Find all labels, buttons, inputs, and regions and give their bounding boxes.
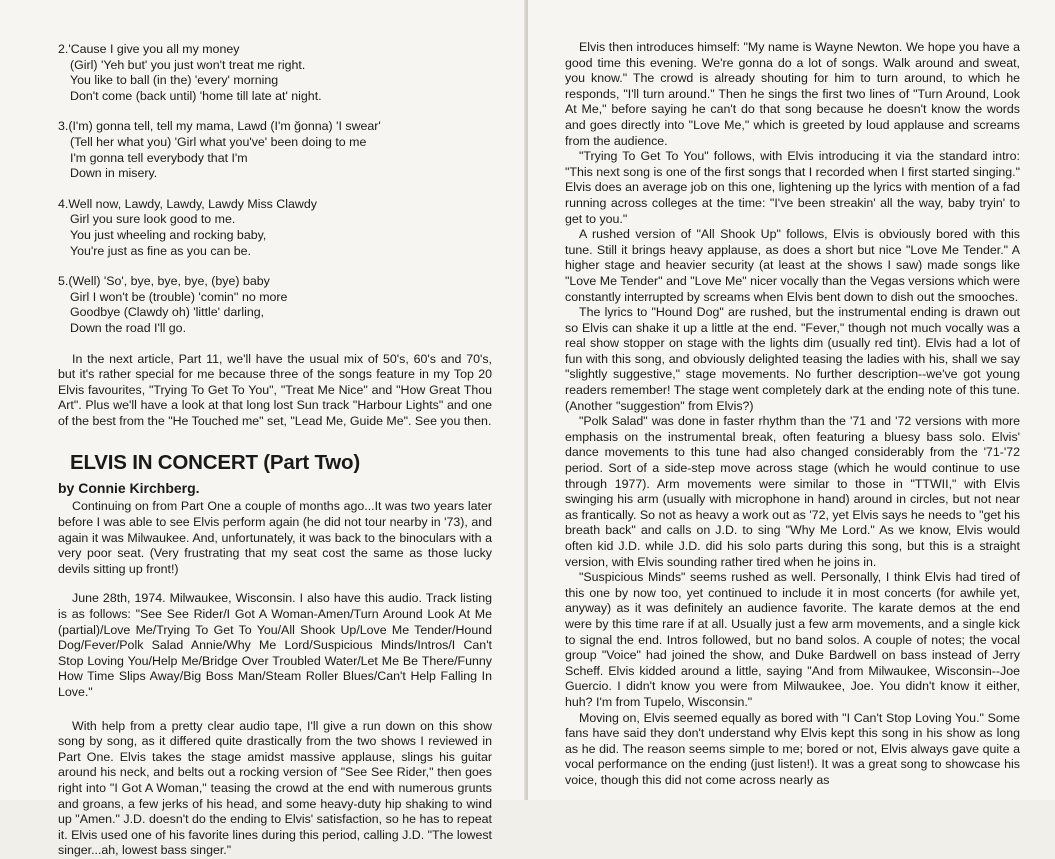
article-paragraph: June 28th, 1974. Milwaukee, Wisconsin. I also have this audio. Track listing is as follows: "See See Rider/I Got A Woman-Amen/Turn Around Look At Me (partial)/Love Me/Trying To Get To You/All Shook Up/Love Me Tender/Hound Dog/Fever/Polk Salad Annie/Why Me Lord/Suspicious Minds/Intros/I Can't Stop Loving You/Help Me/Bridge Over Troubled Water/Let Me Be There/Funny How Time Slips Away/Big Boss Man/Steam Roller Blues/Can't Help Falling In Love.": [58, 591, 492, 699]
lyric-line: Down the road I'll go.: [70, 320, 187, 335]
lyric-line: (Girl) 'Yeh but' you just won't treat me right.: [70, 57, 306, 72]
lyric-line: Girl I won't be (trouble) 'comin'' no more: [70, 289, 288, 304]
lyric-line: I'm gonna tell everybody that I'm: [70, 150, 248, 165]
article-paragraph: Moving on, Elvis seemed equally as bored with "I Can't Stop Loving You." Some fans have said they don't understand why Elvis kept this song in his show as long as he did. The reason seems simple to me; bored or not, Elvis always gave quite a vocal performance on the ending (just listen!). It was a great song to showcase his voice, though this did not come across nearly as: [565, 710, 1020, 787]
article-paragraph: The lyrics to "Hound Dog" are rushed, but the instrumental ending is drawn out so Elvis can shake it up a little at the end. "Fever," though not much vocally was a real show stopper on stage with the lights dim (usually red tint). Elvis had a lot of fun with this song, and obviously delighted teasing the ladies with his, shall we say "slightly suggestive," stage movements. No further description--we've got young readers remember! The stage went completely dark at the ending note of this tune. (Another "suggestion" from Elvis?): [565, 305, 1020, 413]
article-paragraph: "Trying To Get To You" follows, with Elvis introducing it via the standard intro: "This next song is one of the first songs that I recorded when I first started singing." Elvis does an average job on this one, lightening up the lyrics with mention of a fad running across colleges at the time: "I've been streakin' all the way, baby tryin' to get to you.": [565, 149, 1020, 226]
lyric-line: 3.(I'm) gonna tell, tell my mama, Lawd (I'm ğonna) 'I swear': [58, 119, 381, 134]
article-paragraph: With help from a pretty clear audio tape, I'll give a run down on this show song by song, as it differed quite drastically from the two shows I reviewed in Part One. Elvis takes the stage amidst massive applause, slings his guitar around his neck, and belts out a rocking version of "See See Rider," then goes right into "I Got A Woman," teasing the crowd at the end with numerous grunts and groans, a few jerks of his head, and some heavy-duty hip shaking to wind up "Amen." J.D. doesn't do the ending to Elvis' satisfaction, so he has to repeat it. Elvis used one of his favorite lines during this period, calling J.D. "The lowest singer...ah, lowest bass singer.": [58, 718, 492, 858]
left-column: [58, 42, 492, 859]
right-column: [565, 40, 1020, 789]
lyric-verse: [58, 274, 492, 336]
article-paragraph: "Polk Salad" was done in faster rhythm than the '71 and '72 versions with more emphasis on the instrumental break, often featuring a bluesy bass solo. Elvis' dance movements to this tune had also changed considerably from the '71-'72 period. Sort of a side-step move across stage (which he would continue to use through 1977). Arm movements were similar to those in "TTWII," with Elvis swinging his arm (usually with microphone in hand) around in circles, but not near as frantically. So not as heavy a work out as '72, yet Elvis says he needs to "get his breath back" and calls on J.D. to sing "Why Me Lord." As we know, Elvis would often kid J.D. while J.D. did his solo parts during this song, but this is a straight version, with Elvis sounding rather tired when he joins in.: [565, 414, 1020, 569]
right-page: [528, 0, 1055, 800]
lyric-line: Down in misery.: [70, 166, 158, 181]
article-paragraph: A rushed version of "All Shook Up" follows, Elvis is obviously bored with this tune. Still it brings heavy applause, as does a short but nice "Love Me Tender." A higher stage and heavier security (at least at the shows I saw) made songs like "Love Me Tender" and "Love Me" nicer vocally than the Vegas versions which were constantly interrupted by screams when Elvis bent down to dish out the smooches.: [565, 227, 1020, 304]
lyric-verse: [58, 119, 492, 181]
lyric-line: Goodbye (Clawdy oh) 'little' darling,: [70, 305, 265, 320]
lyric-verse: [58, 42, 492, 104]
lyric-line: Girl you sure look good to me.: [70, 212, 236, 227]
left-page: [0, 0, 526, 858]
lyric-line: 4.Well now, Lawdy, Lawdy, Lawdy Miss Clawdy: [58, 196, 317, 211]
lyric-line: Don't come (back until) 'home till late at' night.: [70, 88, 322, 103]
lyric-line: You just wheeling and rocking baby,: [70, 227, 267, 242]
lyric-line: You like to ball (in the) 'every' morning: [70, 73, 279, 88]
lyric-line: You're just as fine as you can be.: [70, 243, 252, 258]
article-paragraph: Continuing on from Part One a couple of months ago...It was two years later before I was able to see Elvis perform again (he did not tour nearby in '73), and again it was Milwaukee. And, unfortunately, it was back to the binoculars with a very poor seat. (Very frustrating that my seat cost the same as those lucky devils sitting up front!): [58, 499, 492, 576]
next-article-paragraph: In the next article, Part 11, we'll have the usual mix of 50's, 60's and 70's, but it's rather special for me because three of the songs feature in my Top 20 Elvis favourites, "Trying To Get To You", "Treat Me Nice" and "How Great Thou Art". Plus we'll have a look at that long lost Sun track "Harbour Lights" and one of the best from the "He Touched me" set, "Lead Me, Guide Me". See you then.: [58, 351, 492, 428]
article-title: ELVIS IN CONCERT (Part Two): [70, 451, 360, 475]
article-paragraph: "Suspicious Minds" seems rushed as well. Personally, I think Elvis had tired of this one by now too, yet continued to include it in most concerts (for awhile yet, anyway) as it was definitely an audience favorite. The karate demos at the end were by this time rare if at all. Usually just a few arm movements, and a single kick to signal the end. Intros followed, but no band solos. A couple of notes; the vocal group "Voice" had joined the show, and Duke Bardwell on bass instead of Jerry Scheff. Elvis kidded around a little, saying "And from Milwaukee, Wisconsin--Joe Guercio. I didn't know you were from Milwaukee, Joe. You didn't know it either, huh? I'm from Tupelo, Wisconsin.": [565, 570, 1020, 709]
lyric-line: 5.(Well) 'So', bye, bye, bye, (bye) baby: [58, 274, 270, 289]
lyric-line: (Tell her what you) 'Girl what you've' been doing to me: [70, 134, 367, 149]
article-paragraph: Elvis then introduces himself: "My name is Wayne Newton. We hope you have a good time this evening. We're gonna do a lot of songs. Walk around and sweat, you know." The crowd is already shouting for him to turn around, to which he responds, "I'll turn around." Then he sings the first two lines of "Turn Around, Look At Me," before saying he can't do that song because he doesn't know the words and goes directly into "Love Me," which is greeted by loud applause and screams from the audience.: [565, 40, 1020, 148]
lyric-verse: [58, 197, 492, 259]
lyric-line: 2.'Cause I give you all my money: [58, 42, 240, 56]
article-byline: by Connie Kirchberg.: [58, 480, 200, 497]
